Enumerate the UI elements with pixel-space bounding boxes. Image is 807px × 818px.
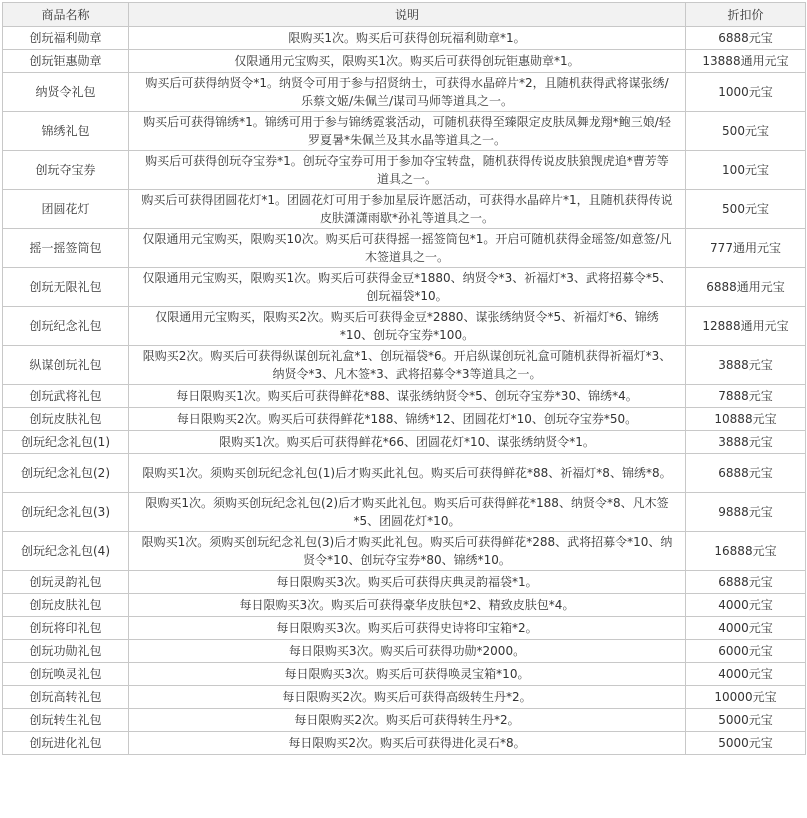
description-cell: 仅限通用元宝购买，限购买2次。购买后可获得金豆*2880、谋张绣纳贤令*5、祈福灯*6、锦绣*10、创玩夺宝券*100。 bbox=[129, 307, 686, 346]
product-name-cell: 锦绣礼包 bbox=[3, 112, 129, 151]
description-cell: 每日限购买3次。购买后可获得史诗将印宝箱*2。 bbox=[129, 617, 686, 640]
description-cell: 限购买1次。须购买创玩纪念礼包(2)后才购买此礼包。购买后可获得鲜花*188、纳贤令*8、凡木签*5、团圆花灯*10。 bbox=[129, 493, 686, 532]
table-row bbox=[3, 151, 806, 190]
description-cell: 每日限购买3次。购买后可获得唤灵宝箱*10。 bbox=[129, 663, 686, 686]
description-cell: 限购买1次。须购买创玩纪念礼包(3)后才购买此礼包。购买后可获得鲜花*288、武将招募令*10、纳贤令*10、创玩夺宝券*80、锦绣*10。 bbox=[129, 532, 686, 571]
description-cell: 限购买2次。购买后可获得纵谋创玩礼盒*1、创玩福袋*6。开启纵谋创玩礼盒可随机获得祈福灯*3、纳贤令*3、凡木签*3、武将招募令*3等道具之一。 bbox=[129, 346, 686, 385]
product-name-cell: 创玩钜惠勋章 bbox=[3, 50, 129, 73]
product-name-cell: 创玩纪念礼包 bbox=[3, 307, 129, 346]
table-row bbox=[3, 346, 806, 385]
description-cell: 每日限购买1次。购买后可获得鲜花*88、谋张绣纳贤令*5、创玩夺宝券*30、锦绣*4。 bbox=[129, 385, 686, 408]
description-cell: 每日限购买2次。购买后可获得转生丹*2。 bbox=[129, 709, 686, 732]
table-row bbox=[3, 594, 806, 617]
product-name-cell: 创玩转生礼包 bbox=[3, 709, 129, 732]
product-name-cell: 创玩高转礼包 bbox=[3, 686, 129, 709]
description-cell: 每日限购买2次。购买后可获得高级转生丹*2。 bbox=[129, 686, 686, 709]
product-name-cell: 创玩皮肤礼包 bbox=[3, 594, 129, 617]
description-cell: 购买后可获得团圆花灯*1。团圆花灯可用于参加星辰许愿活动，可获得水晶碎片*1，且随机获得传说皮肤潇潇雨歇*孙礼等道具之一。 bbox=[129, 190, 686, 229]
price-cell: 6888元宝 bbox=[686, 571, 806, 594]
product-name-cell: 创玩纪念礼包(4) bbox=[3, 532, 129, 571]
table-row bbox=[3, 268, 806, 307]
price-cell: 9888元宝 bbox=[686, 493, 806, 532]
price-cell: 100元宝 bbox=[686, 151, 806, 190]
table-row bbox=[3, 229, 806, 268]
price-cell: 4000元宝 bbox=[686, 617, 806, 640]
table-header-row bbox=[3, 3, 806, 27]
description-cell: 每日限购买3次。购买后可获得功勋*2000。 bbox=[129, 640, 686, 663]
description-cell: 仅限通用元宝购买，限购买1次。购买后可获得金豆*1880、纳贤令*3、祈福灯*3、武将招募令*5、创玩福袋*10。 bbox=[129, 268, 686, 307]
product-name-cell: 创玩进化礼包 bbox=[3, 732, 129, 755]
product-name-cell: 创玩功勋礼包 bbox=[3, 640, 129, 663]
header-price: 折扣价 bbox=[686, 3, 806, 27]
table-row bbox=[3, 617, 806, 640]
price-cell: 3888元宝 bbox=[686, 431, 806, 454]
price-cell: 7888元宝 bbox=[686, 385, 806, 408]
price-cell: 6000元宝 bbox=[686, 640, 806, 663]
description-cell: 购买后可获得锦绣*1。锦绣可用于参与锦绣霓裳活动，可随机获得至臻限定皮肤凤舞龙翔*鲍三娘/轻罗夏暑*朱佩兰及其水晶等道具之一。 bbox=[129, 112, 686, 151]
price-cell: 10888元宝 bbox=[686, 408, 806, 431]
product-name-cell: 团圆花灯 bbox=[3, 190, 129, 229]
table-row bbox=[3, 50, 806, 73]
price-cell: 5000元宝 bbox=[686, 732, 806, 755]
description-cell: 仅限通用元宝购买，限购买10次。购买后可获得摇一摇签筒包*1。开启可随机获得金瑶签/如意签/凡木签道具之一。 bbox=[129, 229, 686, 268]
product-name-cell: 创玩将印礼包 bbox=[3, 617, 129, 640]
table-row bbox=[3, 307, 806, 346]
price-cell: 16888元宝 bbox=[686, 532, 806, 571]
price-cell: 1000元宝 bbox=[686, 73, 806, 112]
table-row bbox=[3, 686, 806, 709]
price-cell: 5000元宝 bbox=[686, 709, 806, 732]
table-row bbox=[3, 431, 806, 454]
product-name-cell: 创玩灵韵礼包 bbox=[3, 571, 129, 594]
description-cell: 购买后可获得创玩夺宝券*1。创玩夺宝券可用于参加夺宝转盘，随机获得传说皮肤狼觊虎追*曹芳等道具之一。 bbox=[129, 151, 686, 190]
table-row bbox=[3, 532, 806, 571]
product-name-cell: 纳贤令礼包 bbox=[3, 73, 129, 112]
description-cell: 每日限购买2次。购买后可获得鲜花*188、锦绣*12、团圆花灯*10、创玩夺宝券*50。 bbox=[129, 408, 686, 431]
product-name-cell: 摇一摇签筒包 bbox=[3, 229, 129, 268]
header-desc: 说明 bbox=[129, 3, 686, 27]
description-cell: 限购买1次。购买后可获得鲜花*66、团圆花灯*10、谋张绣纳贤令*1。 bbox=[129, 431, 686, 454]
table-row bbox=[3, 73, 806, 112]
product-name-cell: 创玩纪念礼包(2) bbox=[3, 454, 129, 493]
description-cell: 仅限通用元宝购买，限购买1次。购买后可获得创玩钜惠勋章*1。 bbox=[129, 50, 686, 73]
table-row bbox=[3, 640, 806, 663]
product-name-cell: 创玩夺宝券 bbox=[3, 151, 129, 190]
product-name-cell: 创玩唤灵礼包 bbox=[3, 663, 129, 686]
description-cell: 限购买1次。须购买创玩纪念礼包(1)后才购买此礼包。购买后可获得鲜花*88、祈福灯*8、锦绣*8。 bbox=[129, 454, 686, 493]
price-cell: 777通用元宝 bbox=[686, 229, 806, 268]
product-table bbox=[2, 2, 806, 755]
price-cell: 10000元宝 bbox=[686, 686, 806, 709]
table-row bbox=[3, 27, 806, 50]
table-row bbox=[3, 112, 806, 151]
table-row bbox=[3, 493, 806, 532]
price-cell: 6888元宝 bbox=[686, 454, 806, 493]
table-row bbox=[3, 709, 806, 732]
table-body bbox=[3, 27, 806, 755]
price-cell: 4000元宝 bbox=[686, 594, 806, 617]
table-row bbox=[3, 385, 806, 408]
description-cell: 每日限购买2次。购买后可获得进化灵石*8。 bbox=[129, 732, 686, 755]
price-cell: 6888元宝 bbox=[686, 27, 806, 50]
table-row bbox=[3, 732, 806, 755]
price-cell: 4000元宝 bbox=[686, 663, 806, 686]
product-name-cell: 纵谋创玩礼包 bbox=[3, 346, 129, 385]
price-cell: 500元宝 bbox=[686, 190, 806, 229]
product-name-cell: 创玩无限礼包 bbox=[3, 268, 129, 307]
header-name: 商品名称 bbox=[3, 3, 129, 27]
price-cell: 3888元宝 bbox=[686, 346, 806, 385]
product-name-cell: 创玩皮肤礼包 bbox=[3, 408, 129, 431]
description-cell: 购买后可获得纳贤令*1。纳贤令可用于参与招贤纳士，可获得水晶碎片*2，且随机获得武将谋张绣/乐蔡文姬/朱佩兰/谋司马师等道具之一。 bbox=[129, 73, 686, 112]
description-cell: 每日限购买3次。购买后可获得豪华皮肤包*2、精致皮肤包*4。 bbox=[129, 594, 686, 617]
price-cell: 500元宝 bbox=[686, 112, 806, 151]
table-row bbox=[3, 190, 806, 229]
product-name-cell: 创玩福利勋章 bbox=[3, 27, 129, 50]
table-row bbox=[3, 454, 806, 493]
product-name-cell: 创玩纪念礼包(3) bbox=[3, 493, 129, 532]
price-cell: 12888通用元宝 bbox=[686, 307, 806, 346]
product-name-cell: 创玩武将礼包 bbox=[3, 385, 129, 408]
description-cell: 限购买1次。购买后可获得创玩福利勋章*1。 bbox=[129, 27, 686, 50]
product-name-cell: 创玩纪念礼包(1) bbox=[3, 431, 129, 454]
description-cell: 每日限购买3次。购买后可获得庆典灵韵福袋*1。 bbox=[129, 571, 686, 594]
price-cell: 13888通用元宝 bbox=[686, 50, 806, 73]
table-row bbox=[3, 571, 806, 594]
table-row bbox=[3, 408, 806, 431]
table-row bbox=[3, 663, 806, 686]
price-cell: 6888通用元宝 bbox=[686, 268, 806, 307]
